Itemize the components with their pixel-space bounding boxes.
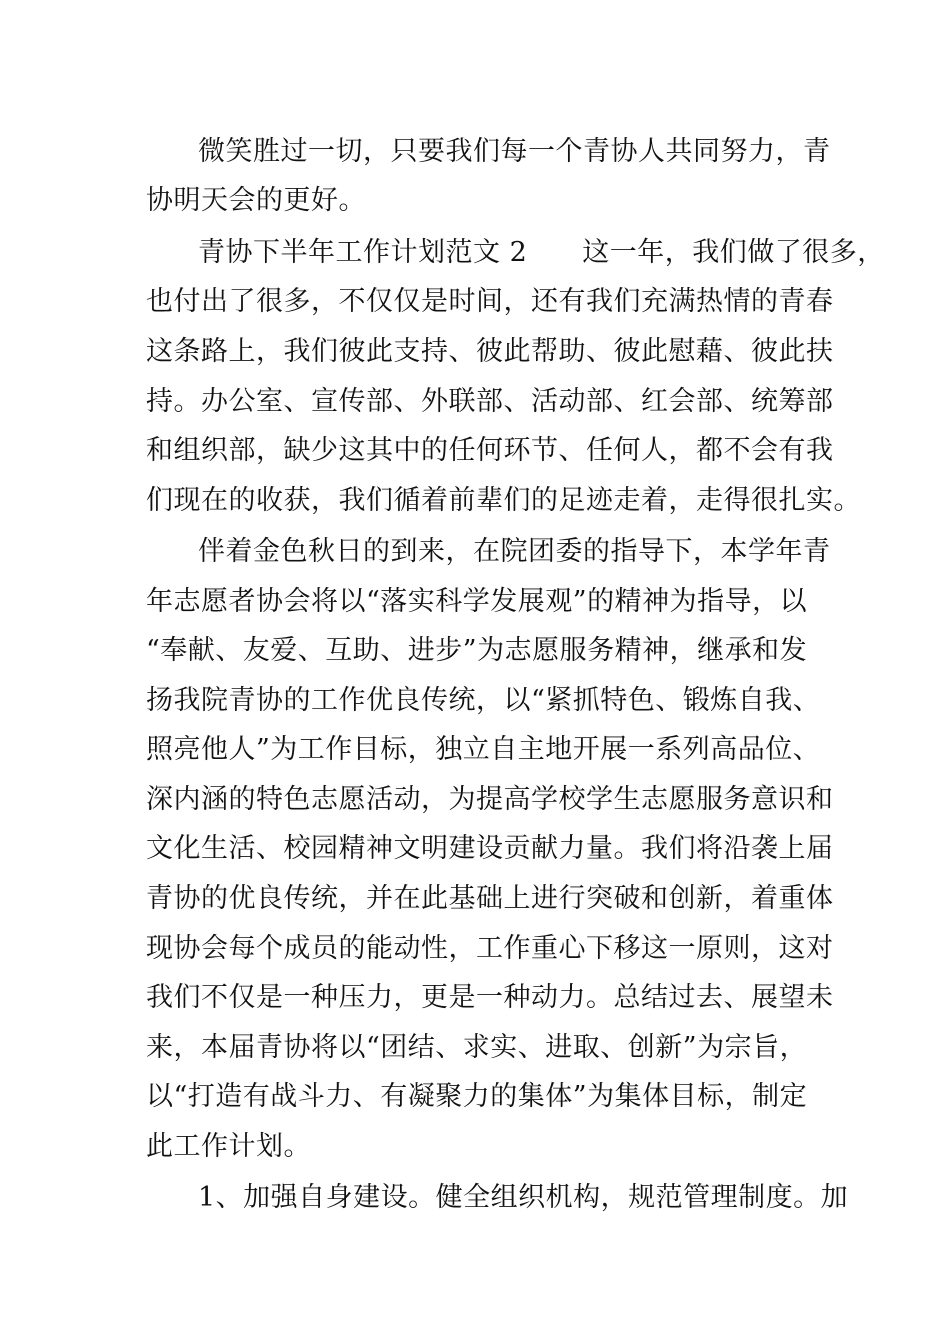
text-line: 持。办公室、宣传部、外联部、活动部、红会部、统筹部: [146, 386, 834, 417]
text-line: 文化生活、校园精神文明建设贡献力量。我们将沿袭上届: [146, 833, 834, 864]
text-line: 此工作计划。: [146, 1131, 311, 1162]
text-line: 和组织部，缺少这其中的任何环节、任何人，都不会有我: [146, 435, 834, 466]
text-line: 协明天会的更好。: [146, 185, 366, 216]
text-line: 微笑胜过一切，只要我们每一个青协人共同努力，青: [198, 136, 831, 167]
text-line: 这条路上，我们彼此支持、彼此帮助、彼此慰藉、彼此扶: [146, 336, 834, 367]
text-line: 们现在的收获，我们循着前辈们的足迹走着，走得很扎实。: [146, 485, 861, 516]
text-line: 以“打造有战斗力、有凝聚力的集体”为集体目标，制定: [146, 1081, 808, 1112]
text-line: 青协下半年工作计划范文 2 这一年，我们做了很多，: [198, 237, 885, 268]
text-line: 照亮他人”为工作目标，独立自主地开展一系列高品位、: [146, 734, 821, 765]
text-line: 1、加强自身建设。健全组织机构，规范管理制度。加: [198, 1182, 849, 1213]
text-line: 青协的优良传统，并在此基础上进行突破和创新，着重体: [146, 883, 834, 914]
text-line: “奉献、友爱、互助、进步”为志愿服务精神，继承和发: [146, 635, 808, 666]
text-line: 伴着金色秋日的到来，在院团委的指导下，本学年青: [198, 536, 831, 567]
text-line: 深内涵的特色志愿活动，为提高学校学生志愿服务意识和: [146, 784, 834, 815]
text-line: 年志愿者协会将以“落实科学发展观”的精神为指导，以: [146, 586, 808, 617]
text-line: 也付出了很多，不仅仅是时间，还有我们充满热情的青春: [146, 286, 834, 317]
text-line: 来，本届青协将以“团结、求实、进取、创新”为宗旨，: [146, 1032, 808, 1063]
text-line: 现协会每个成员的能动性，工作重心下移这一原则，这对: [146, 933, 834, 964]
text-line: 我们不仅是一种压力，更是一种动力。总结过去、展望未: [146, 982, 834, 1013]
text-line: 扬我院青协的工作优良传统，以“紧抓特色、锻炼自我、: [146, 685, 821, 716]
